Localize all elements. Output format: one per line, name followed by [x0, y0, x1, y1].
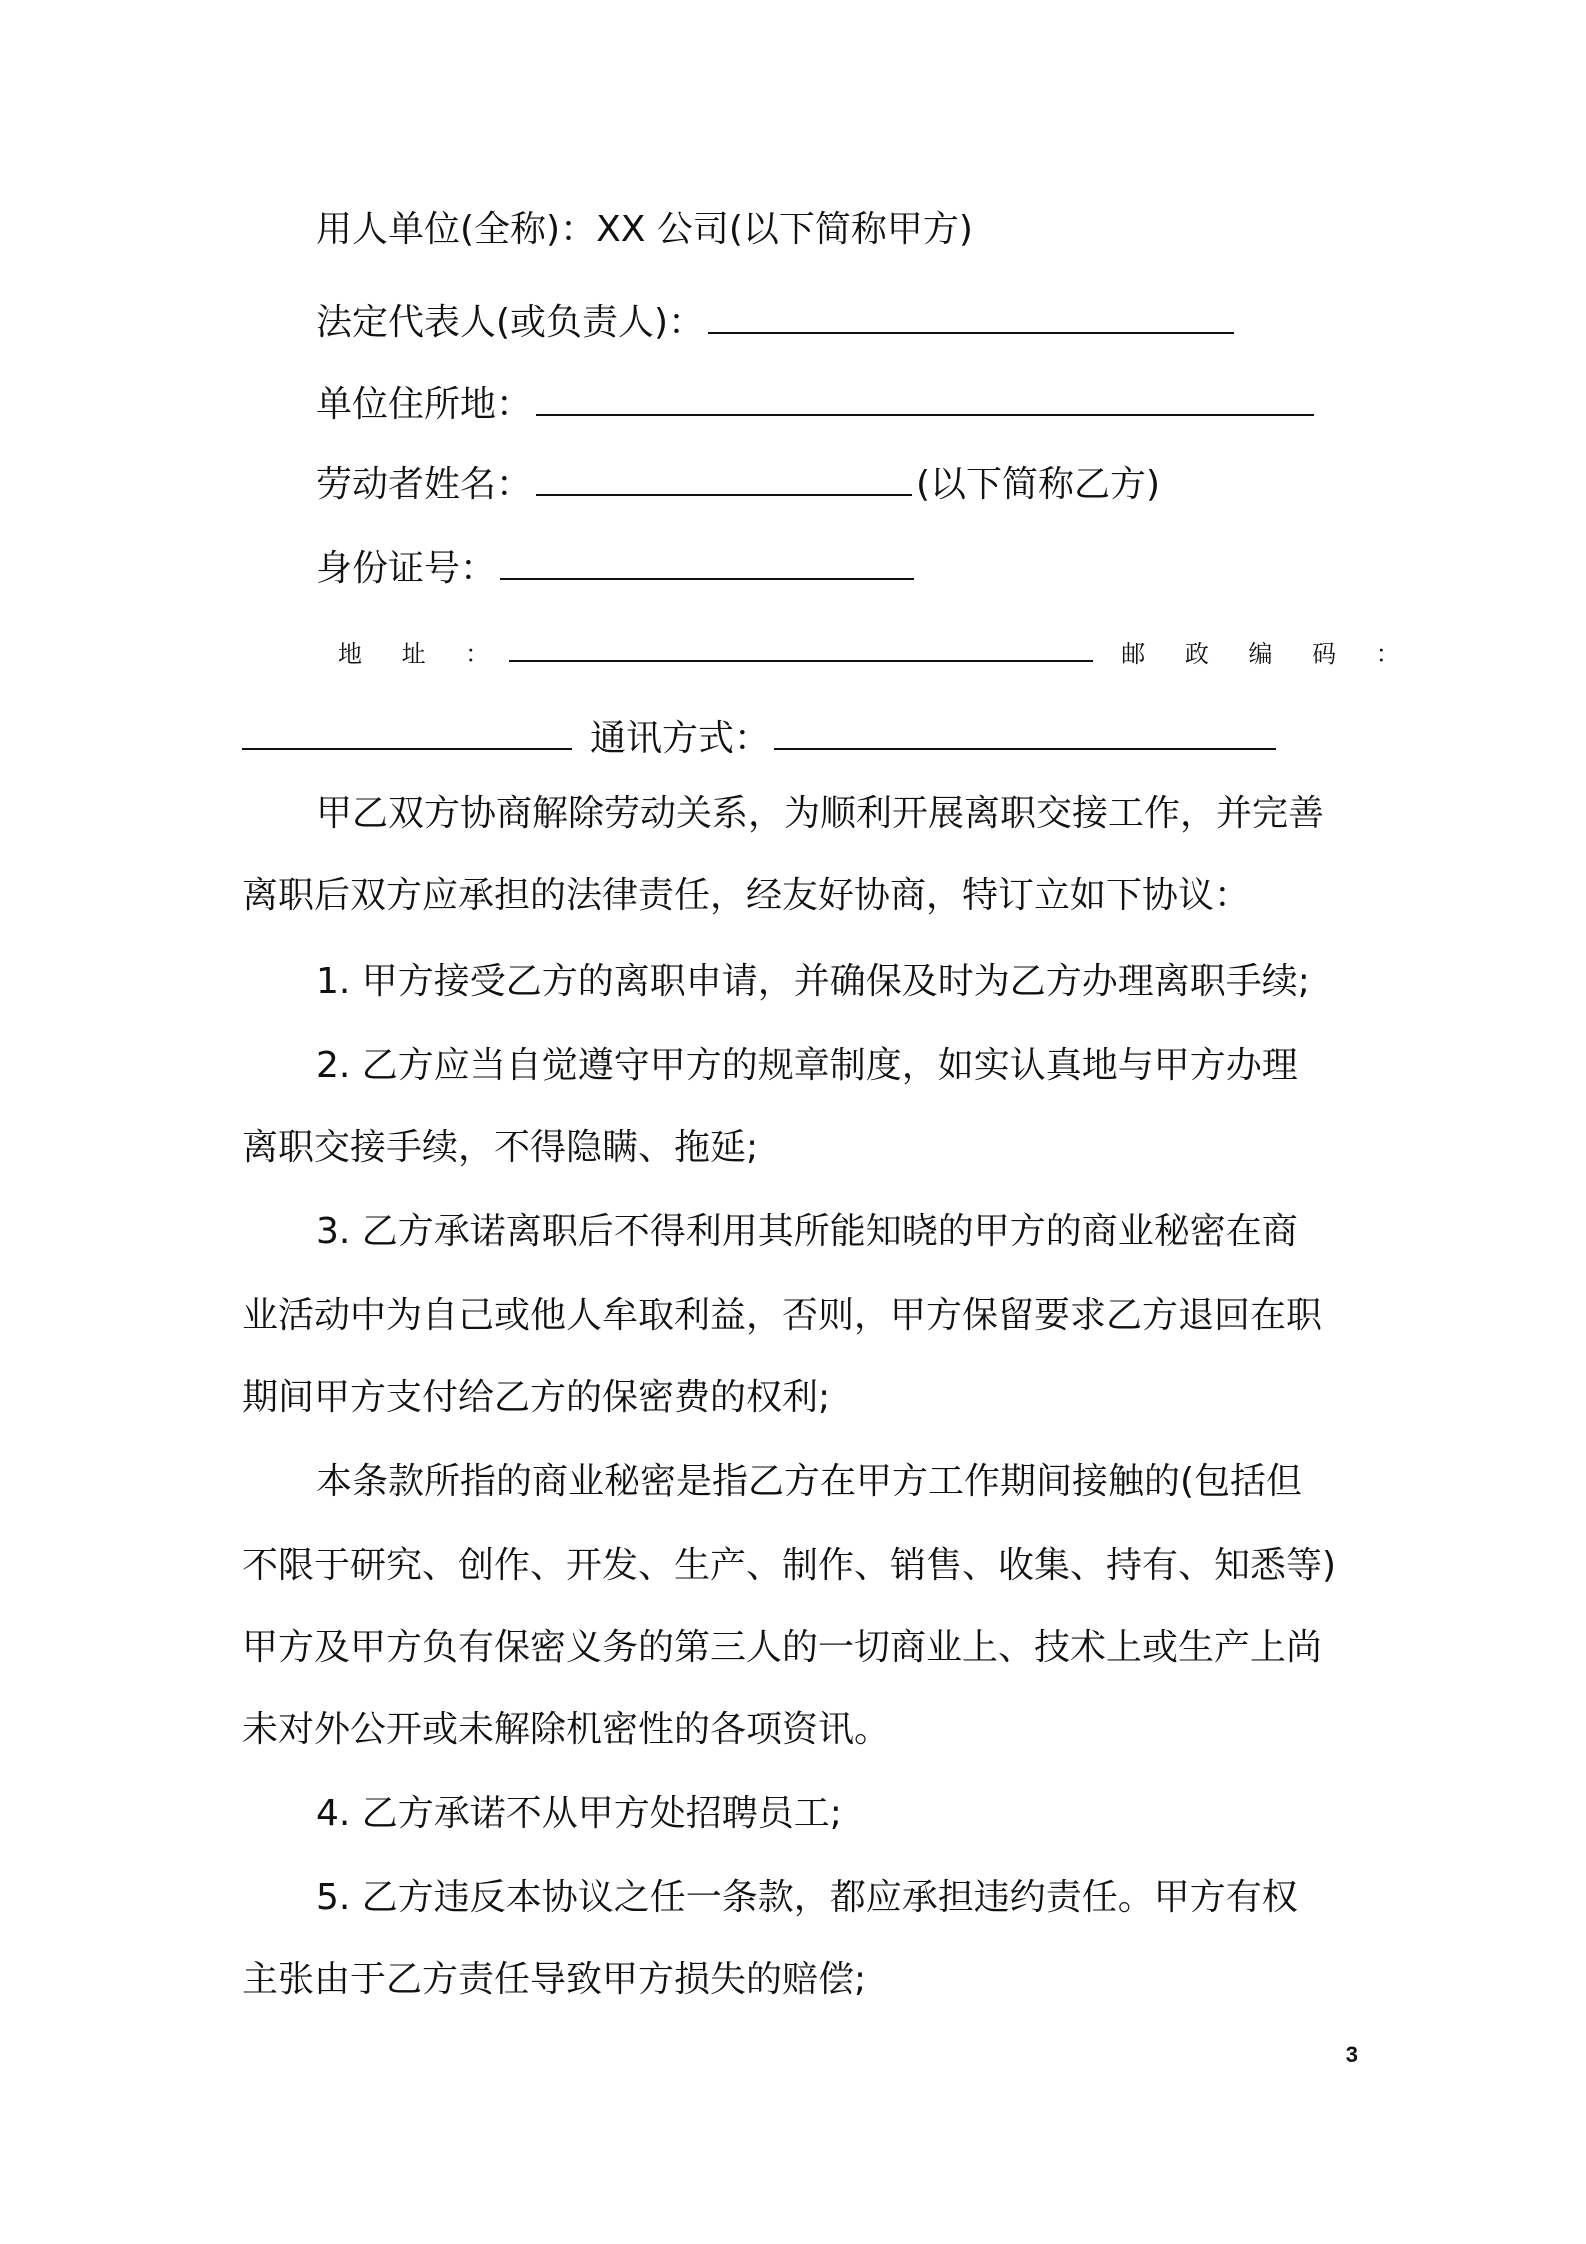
employer-line — [316, 208, 973, 252]
intro-line-1: 甲乙双方协商解除劳动关系，为顺利开展离职交接工作，并完善 — [316, 793, 1325, 834]
legal-rep-blank — [708, 296, 1234, 334]
clause-5-line-1: 5. 乙方违反本协议之任一条款，都应承担违约责任。甲方有权 — [316, 1877, 1298, 1918]
id-number-label: 身份证号： — [316, 548, 497, 589]
worker-name-blank — [536, 458, 912, 496]
worker-name-line — [316, 458, 1160, 507]
clause-3-line-2: 业活动中为自己或他人牟取利益，否则，甲方保留要求乙方退回在职 — [242, 1295, 1323, 1336]
secret-def-line-1: 本条款所指的商业秘密是指乙方在甲方工作期间接触的(包括但 — [316, 1461, 1303, 1502]
clause-1-line-1: 1. 甲方接受乙方的离职申请，并确保及时为乙方办理离职手续; — [316, 961, 1310, 1002]
id-number-blank — [500, 542, 914, 580]
worker-name-suffix: (以下简称乙方) — [916, 464, 1161, 505]
clause-2-line-1: 2. 乙方应当自觉遵守甲方的规章制度，如实认真地与甲方办理 — [316, 1045, 1298, 1086]
clause-5-line-2: 主张由于乙方责任导致甲方损失的赔偿; — [242, 1959, 867, 2000]
clause-3-line-3: 期间甲方支付给乙方的保密费的权利; — [242, 1377, 831, 1418]
home-address-blank — [509, 624, 1093, 662]
contact-label: 通讯方式： — [590, 718, 771, 759]
employer-text: 用人单位(全称)：XX 公司(以下简称甲方) — [316, 209, 973, 250]
contact-line — [242, 712, 1280, 761]
id-number-line — [316, 542, 918, 591]
legal-rep-line — [316, 296, 1238, 345]
contact-blank — [774, 712, 1276, 750]
clause-3-line-1: 3. 乙方承诺离职后不得利用其所能知晓的甲方的商业秘密在商 — [316, 1211, 1298, 1252]
secret-def-line-2: 不限于研究、创作、开发、生产、制作、销售、收集、持有、知悉等) — [242, 1545, 1337, 1586]
employer-address-line — [316, 378, 1318, 427]
page-number: 3 — [1345, 2042, 1358, 2067]
clause-4-line-1: 4. 乙方承诺不从甲方处招聘员工; — [316, 1793, 842, 1834]
employer-address-label: 单位住所地： — [316, 384, 533, 425]
postcode-label: 邮 政 编 码 ： — [1121, 640, 1416, 668]
clause-2-line-2: 离职交接手续，不得隐瞒、拖延; — [242, 1127, 759, 1168]
home-address-line — [338, 624, 1416, 676]
intro-line-2: 离职后双方应承担的法律责任，经友好协商，特订立如下协议： — [242, 875, 1251, 916]
employer-address-blank — [536, 378, 1314, 416]
postcode-blank — [242, 712, 572, 750]
legal-rep-label: 法定代表人(或负责人)： — [316, 302, 705, 343]
secret-def-line-3: 甲方及甲方负有保密义务的第三人的一切商业上、技术上或生产上尚 — [242, 1627, 1323, 1668]
home-address-label: 地 址 ： — [338, 640, 506, 668]
worker-name-label: 劳动者姓名： — [316, 464, 533, 505]
secret-def-line-4: 未对外公开或未解除机密性的各项资讯。 — [242, 1709, 891, 1750]
